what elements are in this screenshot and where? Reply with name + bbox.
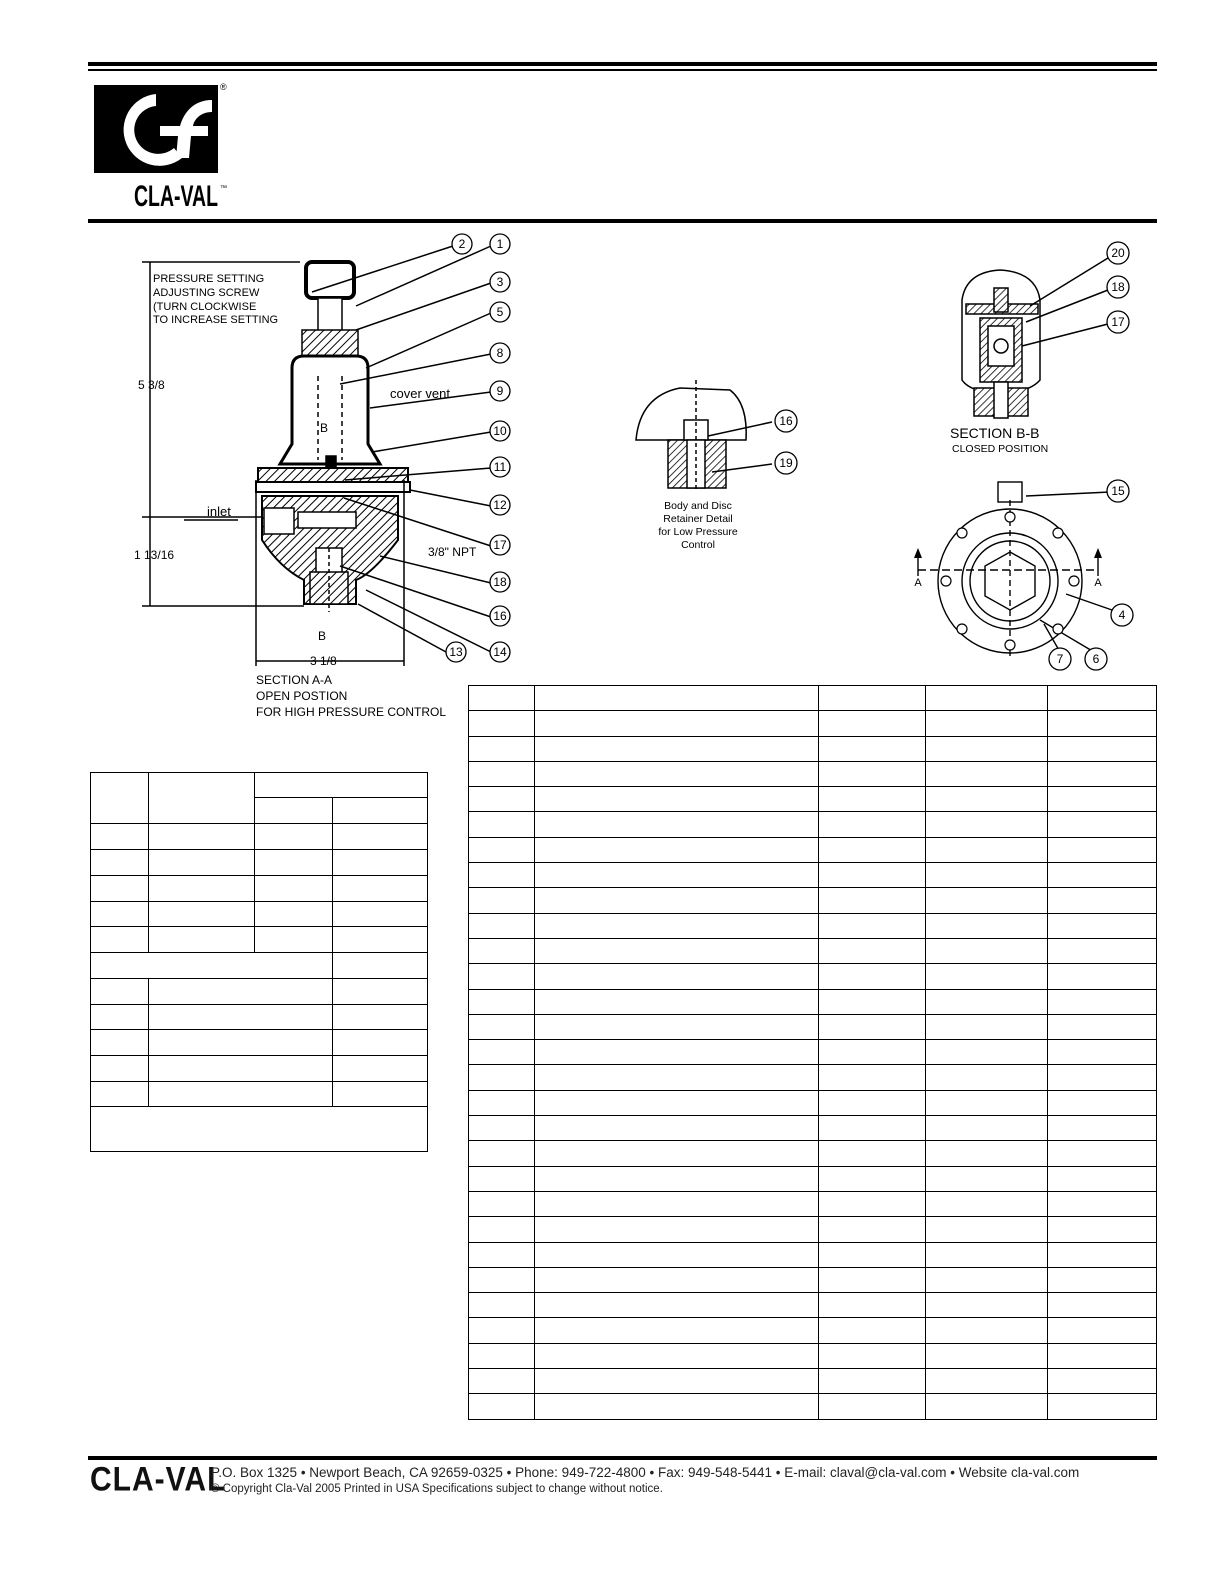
bb-callout-17: 17 xyxy=(1111,315,1125,329)
table-cell xyxy=(534,1242,819,1267)
table-cell xyxy=(534,1191,819,1216)
table-cell xyxy=(819,938,926,963)
table-cell xyxy=(819,1394,926,1419)
table-cell xyxy=(819,1267,926,1292)
table-row xyxy=(469,938,1157,963)
table-cell xyxy=(819,913,926,938)
table-cell xyxy=(1048,1217,1157,1242)
table-cell xyxy=(469,711,535,736)
table-cell xyxy=(1048,1090,1157,1115)
table-cell xyxy=(534,761,819,786)
detail-caption-4: Control xyxy=(681,539,715,551)
table-row xyxy=(469,863,1157,888)
header-rule-thick xyxy=(88,62,1157,66)
table-cell xyxy=(469,837,535,862)
footer-copyright: © Copyright Cla-Val 2005 Printed in USA Specifications subject to change without notice. xyxy=(211,1483,663,1495)
table-cell xyxy=(819,863,926,888)
table-cell xyxy=(819,964,926,989)
callout-5: 5 xyxy=(496,305,504,319)
table-cell xyxy=(819,761,926,786)
table-cell xyxy=(534,1166,819,1191)
table-cell xyxy=(469,1318,535,1343)
logo-registered-mark: ® xyxy=(220,82,227,92)
section-bb-subtitle: CLOSED POSITION xyxy=(952,443,1049,455)
dim-lower: 1 13/16 xyxy=(134,548,175,562)
table-cell xyxy=(819,1166,926,1191)
table-cell xyxy=(534,711,819,736)
table-cell xyxy=(1048,787,1157,812)
table-cell xyxy=(926,1166,1048,1191)
plan-callout-7: 7 xyxy=(1056,652,1064,666)
adjust-note-line-2: ADJUSTING SCREW xyxy=(153,287,260,299)
table-row xyxy=(469,888,1157,913)
section-aa-caption-2: OPEN POSTION xyxy=(256,689,348,703)
callout-14: 14 xyxy=(493,645,507,659)
table-cell xyxy=(819,1242,926,1267)
table-cell xyxy=(926,989,1048,1014)
table-cell xyxy=(926,888,1048,913)
cla-val-logo-mark xyxy=(94,82,229,214)
callout-9: 9 xyxy=(496,384,504,398)
table-row xyxy=(469,1217,1157,1242)
table-cell xyxy=(819,1318,926,1343)
table-cell xyxy=(469,1166,535,1191)
table-row xyxy=(469,1065,1157,1090)
table-cell xyxy=(926,1293,1048,1318)
table-cell xyxy=(534,1293,819,1318)
footer-brand: CLA-VAL xyxy=(90,1460,227,1499)
table-cell xyxy=(469,1116,535,1141)
table-cell xyxy=(469,736,535,761)
logo-brand-text: CLA-VAL xyxy=(134,180,218,213)
section-mark-a-right: A xyxy=(1094,577,1102,589)
table-cell xyxy=(469,787,535,812)
table-cell xyxy=(926,761,1048,786)
table-cell xyxy=(926,1065,1048,1090)
dim-width: 3 1/8 xyxy=(310,654,337,668)
table-cell xyxy=(819,989,926,1014)
section-aa-caption-3: FOR HIGH PRESSURE CONTROL xyxy=(256,705,447,719)
table-cell xyxy=(1048,1116,1157,1141)
table-cell xyxy=(926,1090,1048,1115)
table-cell xyxy=(469,1267,535,1292)
callout-11: 11 xyxy=(493,460,507,474)
table-cell xyxy=(534,787,819,812)
table-cell xyxy=(1048,863,1157,888)
table-cell xyxy=(926,1343,1048,1368)
table-cell xyxy=(534,1318,819,1343)
table-cell xyxy=(926,736,1048,761)
callout-2: 2 xyxy=(458,237,466,251)
table-cell xyxy=(1048,1166,1157,1191)
table-cell xyxy=(1048,761,1157,786)
table-cell xyxy=(469,1343,535,1368)
table-cell xyxy=(926,812,1048,837)
callout-17: 17 xyxy=(493,538,507,552)
adjust-note-line-4: TO INCREASE SETTING xyxy=(153,314,279,326)
table-cell xyxy=(926,1191,1048,1216)
table-row xyxy=(469,1141,1157,1166)
detail-caption-3: for Low Pressure xyxy=(658,526,738,538)
table-cell xyxy=(1048,1318,1157,1343)
table-cell xyxy=(1048,1343,1157,1368)
table-cell xyxy=(534,1141,819,1166)
table-row xyxy=(469,1040,1157,1065)
detail-callout-16: 16 xyxy=(779,414,793,428)
table-cell xyxy=(926,837,1048,862)
table-cell xyxy=(534,888,819,913)
table-cell xyxy=(1048,938,1157,963)
section-aa-caption-1: SECTION A-A xyxy=(256,673,333,687)
table-cell xyxy=(534,1040,819,1065)
table-row xyxy=(469,1394,1157,1419)
table-row xyxy=(469,1343,1157,1368)
table-cell xyxy=(926,1014,1048,1039)
table-cell xyxy=(469,1242,535,1267)
callout-12: 12 xyxy=(493,498,507,512)
table-cell xyxy=(1048,812,1157,837)
table-cell xyxy=(1048,1394,1157,1419)
table-cell xyxy=(534,837,819,862)
table-cell xyxy=(1048,1293,1157,1318)
section-b-b-drawing xyxy=(945,240,1135,458)
detail-caption-2: Retainer Detail xyxy=(663,513,733,525)
table-cell xyxy=(469,913,535,938)
table-cell xyxy=(534,1369,819,1394)
plan-callout-4: 4 xyxy=(1118,608,1126,622)
table-row xyxy=(469,1242,1157,1267)
table-cell xyxy=(469,863,535,888)
table-row xyxy=(469,964,1157,989)
npt-label: 3/8" NPT xyxy=(428,545,477,559)
callout-1: 1 xyxy=(496,237,504,251)
table-row xyxy=(469,1116,1157,1141)
table-row xyxy=(469,1191,1157,1216)
table-cell xyxy=(469,1065,535,1090)
section-mark-a-left: A xyxy=(914,577,922,589)
table-cell xyxy=(926,1267,1048,1292)
table-row xyxy=(469,1318,1157,1343)
table-row xyxy=(469,787,1157,812)
header-rule-bottom xyxy=(88,219,1157,223)
table-cell xyxy=(469,812,535,837)
footer-address: P.O. Box 1325 • Newport Beach, CA 92659-0325 • Phone: 949-722-4800 • Fax: 949-548-5441 • E-mail: claval@cla-val.com • Website cla-val.com xyxy=(211,1465,1080,1480)
table-cell xyxy=(1048,964,1157,989)
table-cell xyxy=(926,1318,1048,1343)
table-cell xyxy=(926,913,1048,938)
header-rule-thin xyxy=(88,69,1157,71)
table-cell xyxy=(1048,837,1157,862)
table-cell xyxy=(469,1040,535,1065)
table-cell xyxy=(469,1293,535,1318)
table-cell xyxy=(819,686,926,711)
table-cell xyxy=(819,787,926,812)
table-cell xyxy=(926,1369,1048,1394)
logo-tm: ™ xyxy=(220,185,227,192)
table-cell xyxy=(469,888,535,913)
plan-callout-15: 15 xyxy=(1111,484,1125,498)
table-cell xyxy=(926,787,1048,812)
table-cell xyxy=(926,1394,1048,1419)
table-cell xyxy=(819,1065,926,1090)
table-cell xyxy=(926,711,1048,736)
table-cell xyxy=(1048,1369,1157,1394)
table-cell xyxy=(926,686,1048,711)
table-cell xyxy=(534,1116,819,1141)
table-cell xyxy=(819,1014,926,1039)
callout-3: 3 xyxy=(496,275,504,289)
callout-8: 8 xyxy=(496,346,504,360)
table-cell xyxy=(534,964,819,989)
detail-caption-1: Body and Disc xyxy=(664,500,732,512)
table-cell xyxy=(534,1090,819,1115)
section-arrow-right xyxy=(1094,548,1102,558)
table-cell xyxy=(469,964,535,989)
table-cell xyxy=(926,1040,1048,1065)
table-row xyxy=(469,1090,1157,1115)
table-cell xyxy=(1048,1040,1157,1065)
table-cell xyxy=(1048,913,1157,938)
callout-10: 10 xyxy=(493,424,507,438)
section-b-mark-top: B xyxy=(320,421,329,435)
bb-callout-20: 20 xyxy=(1111,246,1125,260)
table-cell xyxy=(819,888,926,913)
adjust-note-line-1: PRESSURE SETTING xyxy=(153,273,265,285)
table-cell xyxy=(819,711,926,736)
table-row xyxy=(469,686,1157,711)
bb-callout-18: 18 xyxy=(1111,280,1125,294)
table-cell xyxy=(534,1014,819,1039)
table-cell xyxy=(819,1040,926,1065)
table-row xyxy=(469,736,1157,761)
table-cell xyxy=(926,938,1048,963)
parts-list-table xyxy=(468,685,1157,1420)
table-cell xyxy=(1048,1014,1157,1039)
table-row xyxy=(469,1166,1157,1191)
small-spec-table xyxy=(90,772,428,1152)
table-cell xyxy=(926,1217,1048,1242)
table-cell xyxy=(534,686,819,711)
table-cell xyxy=(469,1394,535,1419)
table-cell xyxy=(469,686,535,711)
section-b-mark-bottom: B xyxy=(318,629,327,643)
table-row xyxy=(469,837,1157,862)
table-cell xyxy=(819,1090,926,1115)
table-cell xyxy=(819,1343,926,1368)
table-cell xyxy=(534,1267,819,1292)
table-cell xyxy=(469,1369,535,1394)
detail-callout-19: 19 xyxy=(779,456,793,470)
callout-16: 16 xyxy=(493,609,507,623)
table-row xyxy=(469,1369,1157,1394)
callout-13: 13 xyxy=(449,645,463,659)
table-cell xyxy=(534,863,819,888)
table-cell xyxy=(926,1242,1048,1267)
table-cell xyxy=(534,736,819,761)
table-cell xyxy=(926,863,1048,888)
table-cell xyxy=(1048,1141,1157,1166)
table-cell xyxy=(469,1090,535,1115)
adjust-note-line-3: (TURN CLOCKWISE xyxy=(153,301,257,313)
table-cell xyxy=(1048,1242,1157,1267)
low-pressure-detail-drawing xyxy=(630,375,805,555)
table-row xyxy=(469,812,1157,837)
table-cell xyxy=(819,1293,926,1318)
table-row xyxy=(469,1293,1157,1318)
table-row xyxy=(469,913,1157,938)
table-cell xyxy=(819,1217,926,1242)
table-cell xyxy=(1048,711,1157,736)
table-row xyxy=(469,989,1157,1014)
table-cell xyxy=(819,837,926,862)
table-cell xyxy=(534,938,819,963)
table-cell xyxy=(469,761,535,786)
table-cell xyxy=(469,989,535,1014)
table-cell xyxy=(1048,1065,1157,1090)
table-cell xyxy=(469,1014,535,1039)
table-cell xyxy=(534,1217,819,1242)
table-cell xyxy=(469,938,535,963)
table-cell xyxy=(469,1191,535,1216)
section-bb-title: SECTION B-B xyxy=(950,425,1040,441)
table-cell xyxy=(1048,686,1157,711)
table-cell xyxy=(819,736,926,761)
table-cell xyxy=(534,812,819,837)
table-cell xyxy=(1048,1267,1157,1292)
table-cell xyxy=(819,1141,926,1166)
cover-vent-label: cover vent xyxy=(390,386,450,401)
callout-18: 18 xyxy=(493,575,507,589)
table-cell xyxy=(534,989,819,1014)
table-row xyxy=(469,761,1157,786)
table-cell xyxy=(926,964,1048,989)
inlet-label: inlet xyxy=(207,504,231,519)
table-cell xyxy=(534,1394,819,1419)
table-cell xyxy=(819,1191,926,1216)
table-cell xyxy=(1048,736,1157,761)
table-cell xyxy=(926,1141,1048,1166)
table-cell xyxy=(819,812,926,837)
footer-rule-thick xyxy=(88,1456,1157,1460)
table-row xyxy=(469,1267,1157,1292)
table-cell xyxy=(819,1369,926,1394)
cla-val-logo xyxy=(94,82,229,214)
dim-height: 5 3/8 xyxy=(138,378,165,392)
table-cell xyxy=(534,1065,819,1090)
table-cell xyxy=(1048,1191,1157,1216)
plan-callout-6: 6 xyxy=(1092,652,1100,666)
table-row xyxy=(469,1014,1157,1039)
table-cell xyxy=(534,1343,819,1368)
plan-view-drawing xyxy=(905,475,1140,675)
section-a-a-drawing xyxy=(125,232,520,727)
table-cell xyxy=(1048,989,1157,1014)
table-cell xyxy=(469,1217,535,1242)
section-arrow-left xyxy=(914,548,922,558)
table-cell xyxy=(819,1116,926,1141)
table-cell xyxy=(1048,888,1157,913)
table-cell xyxy=(469,1141,535,1166)
table-row xyxy=(469,711,1157,736)
table-cell xyxy=(534,913,819,938)
table-cell xyxy=(926,1116,1048,1141)
